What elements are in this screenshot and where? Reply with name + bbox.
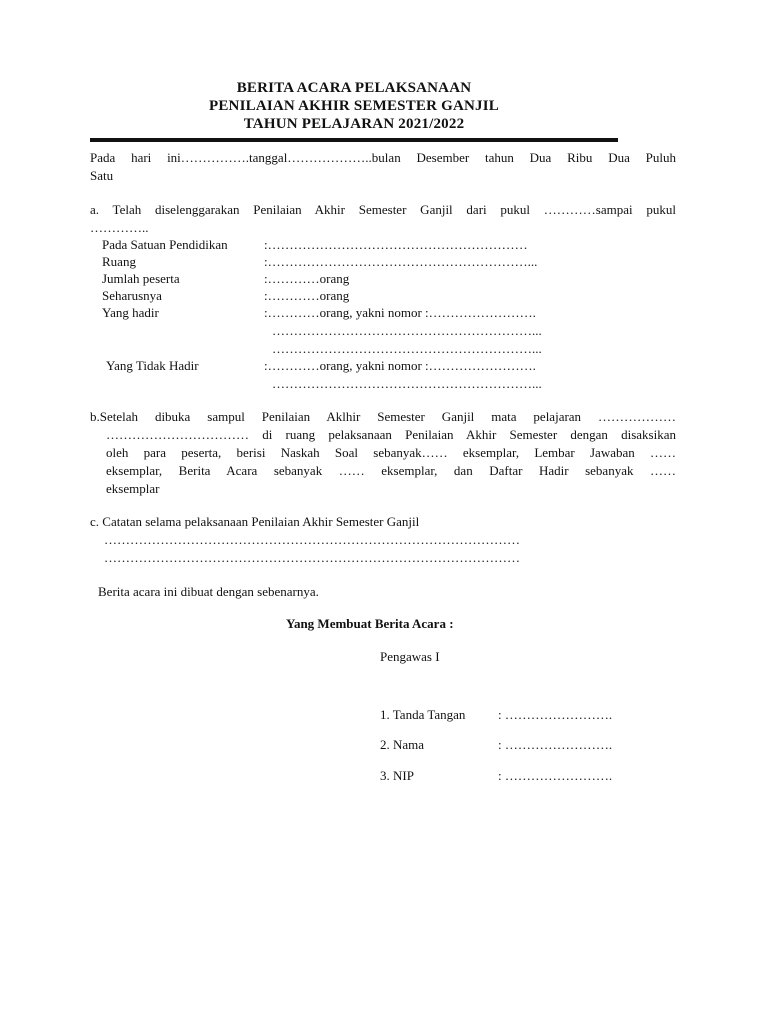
role-label: Pengawas I: [380, 649, 440, 664]
row-label-tidak-hadir: Yang Tidak Hadir: [106, 358, 199, 373]
signature-label-tanda-tangan: 1. Tanda Tangan: [380, 707, 466, 722]
signature-label-nama: 2. Nama: [380, 737, 425, 752]
intro-line-1: Pada hari ini…………….tanggal………………..bulan Desember tahun Dua Ribu Dua Puluh: [90, 150, 676, 165]
hadir-continuation-2: ……………………………………………………...: [272, 341, 542, 356]
title-line-3: TAHUN PELAJARAN 2021/2022: [243, 116, 465, 132]
section-b-line-3: oleh para peserta, berisi Naskah Soal sebanyak…… eksemplar, Lembar Jawaban ……: [106, 445, 676, 460]
section-b-line-2: …………………………… di ruang pelaksanaan Penilaian Akhir Semester dengan disaksikan: [106, 427, 676, 442]
section-b-line-4: eksemplar, Berita Acara sebanyak …… eksemplar, dan Daftar Hadir sebanyak ……: [106, 463, 676, 478]
header-rule: [90, 138, 618, 142]
row-label-hadir: Yang hadir: [102, 305, 159, 320]
row-label-satuan: Pada Satuan Pendidikan: [102, 237, 228, 252]
signature-label-nip: 3. NIP: [380, 768, 414, 783]
section-b-line-5: eksemplar: [106, 481, 160, 496]
section-b-line-1: b.Setelah dibuka sampul Penilaian Aklhir Semester Ganjil mata pelajaran ………………: [90, 409, 676, 424]
title-line-2: PENILAIAN AKHIR SEMESTER GANJIL: [208, 98, 499, 114]
row-value-seharusnya: :…………orang: [264, 288, 350, 303]
section-a-line-2: …………..: [90, 220, 149, 235]
signature-value-nama: : …………………….: [498, 737, 613, 752]
row-label-jumlah: Jumlah peserta: [102, 271, 180, 286]
section-a-line-1: a. Telah diselenggarakan Penilaian Akhir Semester Ganjil dari pukul …………sampai pukul: [90, 202, 676, 217]
signature-value-nip: : …………………….: [498, 768, 613, 783]
row-label-seharusnya: Seharusnya: [102, 288, 162, 303]
row-value-jumlah: :…………orang: [264, 271, 350, 286]
intro-line-2: Satu: [90, 168, 114, 183]
section-c-dots-2: ……………………………………………………………………………………: [104, 550, 520, 565]
made-by-heading: Yang Membuat Berita Acara :: [286, 616, 454, 631]
section-c-line-1: c. Catatan selama pelaksanaan Penilaian Akhir Semester Ganjil: [90, 514, 420, 529]
row-value-ruang: :……………………………………………………...: [264, 254, 538, 269]
row-value-satuan: :……………………………………………………: [264, 237, 528, 252]
row-label-ruang: Ruang: [102, 254, 136, 269]
row-value-hadir: :…………orang, yakni nomor :…………………….: [264, 305, 536, 320]
signature-value-tanda-tangan: : …………………….: [498, 707, 613, 722]
hadir-continuation-1: ……………………………………………………...: [272, 323, 542, 338]
closing-statement: Berita acara ini dibuat dengan sebenarnya.: [98, 584, 319, 599]
row-value-tidak-hadir: :…………orang, yakni nomor :…………………….: [264, 358, 536, 373]
section-c-dots-1: ……………………………………………………………………………………: [104, 532, 520, 547]
title-line-1: BERITA ACARA PELAKSANAAN: [236, 80, 472, 96]
tidak-hadir-continuation: ……………………………………………………...: [272, 376, 542, 391]
